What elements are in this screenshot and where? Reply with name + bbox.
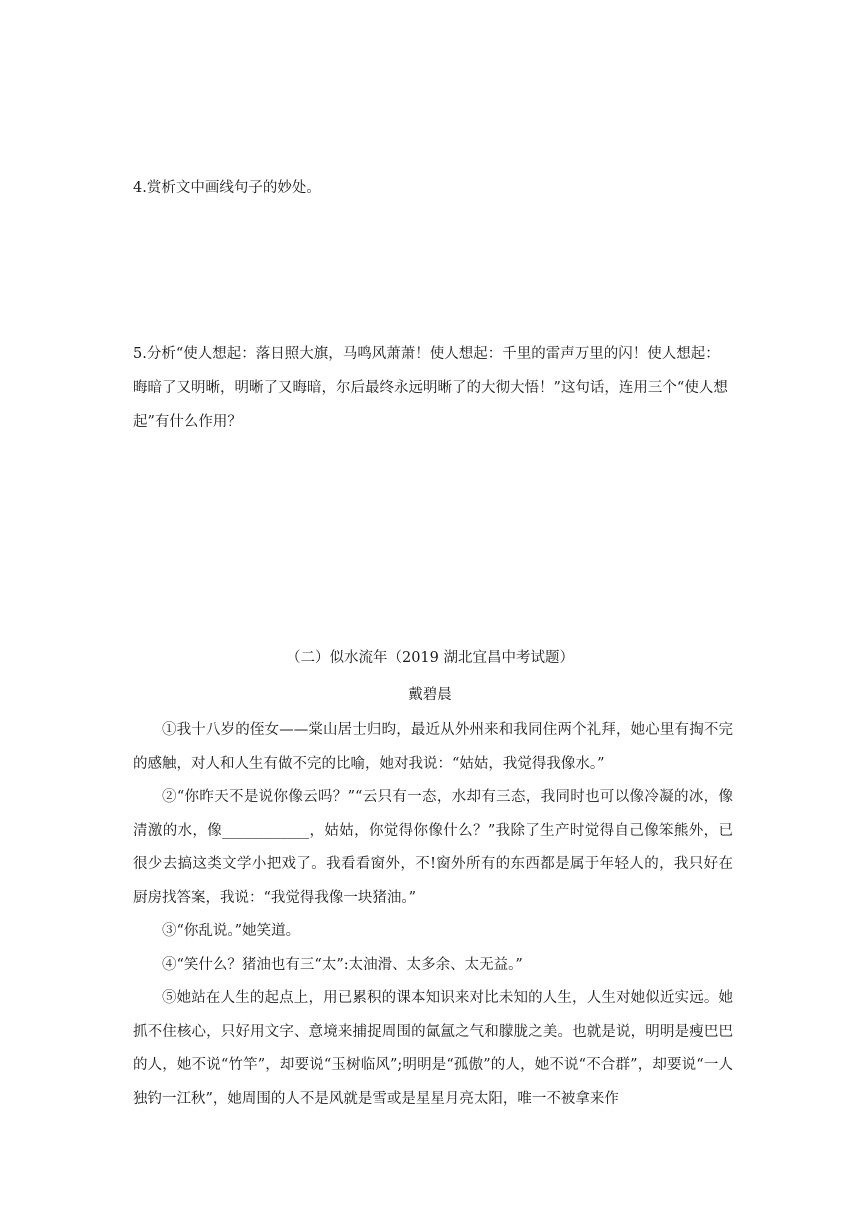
paragraph-4: ④“笑什么？猪油也有三“太”:太油滑、太多余、太无益。” xyxy=(162,956,523,973)
paragraph-2: ②“你昨天不是说你像云吗？”“云只有一态，水却有三态，我同时也可以像冷凝的冰，像清激的水，像____________，姑姑，你觉得你像什么？”我除了生产时觉得自己像笨熊外，已很少去搞这类文学小把戏了。我看看窗外，不!窗外所有的东西都是属于年轻人的，我只好在厨房找答案，我说：“我觉得我像一块猪油。” xyxy=(133,789,733,906)
question-5: 5.分析“使人想起：落日照大旗，马鸣风萧萧！使人想起：千里的雷声万里的闪！使人想起：晦暗了又明晰，明晰了又晦暗，尔后最终永远明晰了的大彻大悟！”这句话，连用三个“使人想起”有什么作用？ xyxy=(133,346,728,430)
paragraph-3: ③“你乱说。”她笑道。 xyxy=(162,923,301,939)
section-title: （二）似水流年（2019 湖北宜昌中考试题） xyxy=(285,650,574,666)
author-name: 戴碧晨 xyxy=(408,687,452,703)
article-body xyxy=(133,714,733,1116)
question-4: 4.赏析文中画线句子的妙处。 xyxy=(133,180,321,196)
paragraph-1: ①我十八岁的侄女——棠山居士归昀，最近从外州来和我同住两个礼拜，她心里有掏不完的感触，对人和人生有做不完的比喻，她对我说：“姑姑，我觉得我像水。” xyxy=(133,722,733,772)
paragraph-5: ⑤她站在人生的起点上，用已累积的课本知识来对比未知的人生，人生对她似近实远。她抓不住核心，只好用文字、意境来捕捉周围的氤氲之气和朦胧之美。也就是说，明明是瘦巴巴的人，她不说“竹竿”，却要说“玉树临风”;明明是“孤傲”的人，她不说“不合群”，却要说“一人独钓一江秋”，她周围的人不是风就是雪或是星星月亮太阳，唯一不被拿来作 xyxy=(133,990,733,1107)
